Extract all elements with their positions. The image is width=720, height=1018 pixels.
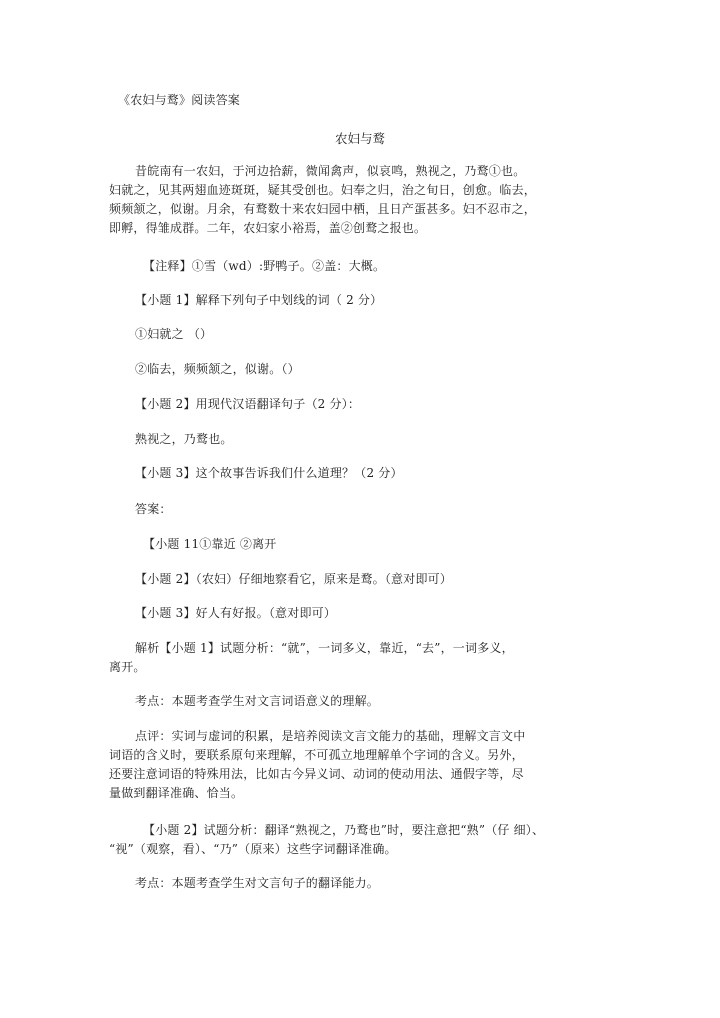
question-1-item-a: ①妇就之 （） (135, 327, 213, 341)
question-1: 【小题 1】解释下列句子中划线的词（ 2 分） (135, 293, 383, 307)
analysis-line: “视”（观察，看）、“乃”（原来）这些字词翻译准确。 (109, 842, 397, 856)
answer-1: 【小题 11①靠近 ②离开 (143, 537, 277, 551)
question-1-item-b: ②临去，频频颔之，似谢。（） (135, 362, 300, 376)
exam-point-2: 考点：本题考查学生对文言句子的翻译能力。 (135, 876, 380, 890)
analysis-line: 解析【小题 1】试题分析：“就”，一词多义，靠近，“去”，一词多义， (135, 641, 514, 655)
commentary-line: 词语的含义时，要联系原句来理解，不可孤立地理解单个字词的含义。另外， (109, 748, 524, 762)
story-line: 即孵，得雏成群。二年，农妇家小裕焉，盖②创鹜之报也。 (109, 221, 427, 235)
story-line: 频频颔之，似谢。月余，有鹜数十来农妇园中栖，且日产蛋甚多。妇不忍市之， (109, 202, 537, 216)
commentary-line: 还要注意词语的特殊用法，比如古今异义词、动词的使动用法、通假字等，尽 (109, 767, 524, 781)
answer-2: 【小题 2】（农妇）仔细地察看它，原来是鹜。（意对即可） (135, 572, 453, 586)
analysis-line: 【小题 2】试题分析：翻译“熟视之，乃鹜也”时，要注意把“熟”（仔 细）、 (143, 823, 545, 837)
story-line: 昔皖南有一农妇，于河边拾薪，微闻禽声，似哀鸣，熟视之，乃鹜①也。 (135, 164, 526, 178)
exam-point-1: 考点：本题考查学生对文言词语意义的理解。 (135, 694, 380, 708)
answer-3: 【小题 3】好人有好报。（意对即可） (135, 606, 337, 620)
annotation-note: 【注释】①雪（wd）:野鸭子。②盖：大概。 (143, 259, 386, 273)
story-title: 农妇与鹜 (334, 131, 385, 146)
question-2: 【小题 2】用现代汉语翻译句子（2 分）： (135, 397, 361, 411)
commentary-line: 点评：实词与虚词的积累，是培养阅读文言文能力的基础，理解文言文中 (135, 729, 526, 743)
analysis-line: 离开。 (109, 660, 146, 674)
answer-label: 答案： (135, 502, 172, 516)
question-3: 【小题 3】这个故事告诉我们什么道理？（2 分） (135, 466, 403, 480)
story-line: 妇就之，见其两翅血迹斑斑，疑其受创也。妇奉之归，治之旬日，创愈。临去， (109, 183, 537, 197)
question-2-sentence: 熟视之，乃鹜也。 (135, 432, 233, 446)
commentary-line: 量做到翻译准确、恰当。 (109, 786, 244, 800)
document-heading: 《农妇与鹜》阅读答案 (118, 93, 241, 107)
